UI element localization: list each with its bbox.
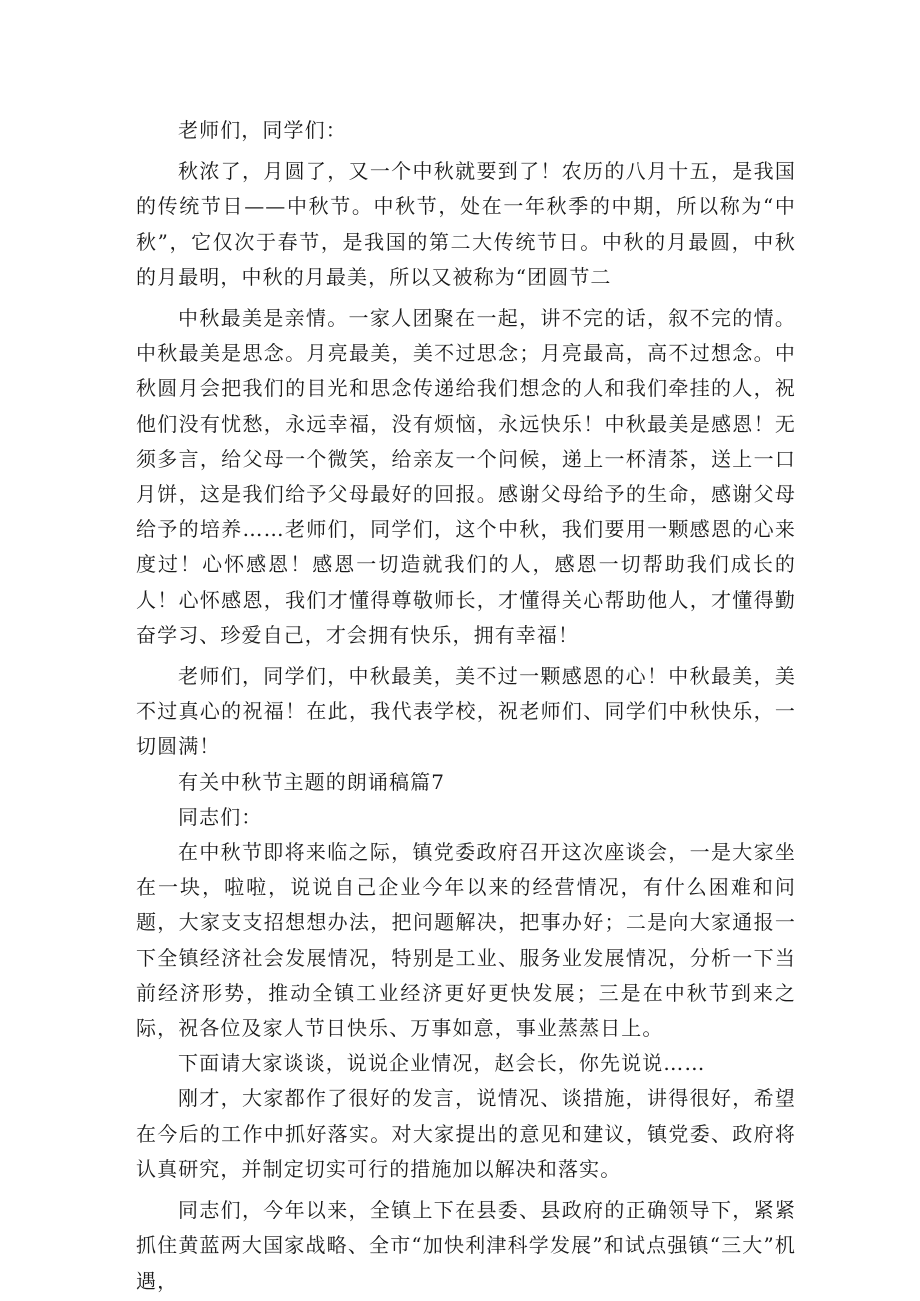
- section-heading: 有关中秋节主题的朗诵稿篇7: [178, 769, 446, 794]
- paragraph-invite-discussion: 下面请大家谈谈，说说企业情况，赵会长，你先说说……: [178, 1051, 706, 1076]
- salutation-teachers-students: 老师们，同学们：: [178, 118, 347, 142]
- document-body: [136, 113, 796, 1299]
- paragraph-summary: 刚才，大家都作了很好的发言，说情况、谈措施，讲得很好，希望在今后的工作中抓好落实。对大家提出的意见和建议，镇党委、政府将认真研究，并制定切实可行的措施加以解决和落实。: [136, 1086, 796, 1181]
- paragraph-blessing: 老师们，同学们，中秋最美，美不过一颗感恩的心！中秋最美，美不过真心的祝福！在此，我代表学校，祝老师们、同学们中秋快乐，一切圆满！: [136, 664, 796, 759]
- paragraph-meeting-purpose: 在中秋节即将来临之际，镇党委政府召开这次座谈会，一是大家坐在一块，啦啦，说说自己企业今年以来的经营情况，有什么困难和问题，大家支支招想想办法，把问题解决，把事办好；二是向大家通报一下全镇经济社会发展情况，特别是工业、服务业发展情况，分析一下当前经济形势，推动全镇工业经济更好更快发展；三是在中秋节到来之际，祝各位及家人节日快乐、万事如意，事业蒸蒸日上。: [136, 840, 796, 1041]
- paragraph-mid-autumn-intro: 秋浓了，月圆了，又一个中秋就要到了！农历的八月十五，是我国的传统节日——中秋节。中秋节，处在一年秋季的中期，所以称为“中秋”，它仅次于春节，是我国的第二大传统节日。中秋的月最圆，中秋的月最明，中秋的月最美，所以又被称为“团圆节二: [136, 159, 796, 289]
- paragraph-progress-report: 同志们，今年以来，全镇上下在县委、县政府的正确领导下，紧紧抓住黄蓝两大国家战略、全市“加快利津科学发展”和试点强镇“三大”机遇，: [136, 1198, 796, 1293]
- paragraph-family-and-gratitude: 中秋最美是亲情。一家人团聚在一起，讲不完的话，叙不完的情。中秋最美是思念。月亮最美，美不过思念；月亮最高，高不过想念。中秋圆月会把我们的目光和思念传递给我们想念的人和我们牵挂的人，祝他们没有忧愁，永远幸福，没有烦恼，永远快乐！中秋最美是感恩！无须多言，给父母一个微笑，给亲友一个问候，递上一杯清茶，送上一口月饼，这是我们给予父母最好的回报。感谢父母给予的生命，感谢父母给予的培养……老师们，同学们，这个中秋，我们要用一颗感恩的心来度过！心怀感恩！感恩一切造就我们的人，感恩一切帮助我们成长的人！心怀感恩，我们才懂得尊敬师长，才懂得关心帮助他人，才懂得勤奋学习、珍爱自己，才会拥有快乐，拥有幸福！: [136, 306, 796, 647]
- salutation-comrades: 同志们：: [178, 804, 263, 829]
